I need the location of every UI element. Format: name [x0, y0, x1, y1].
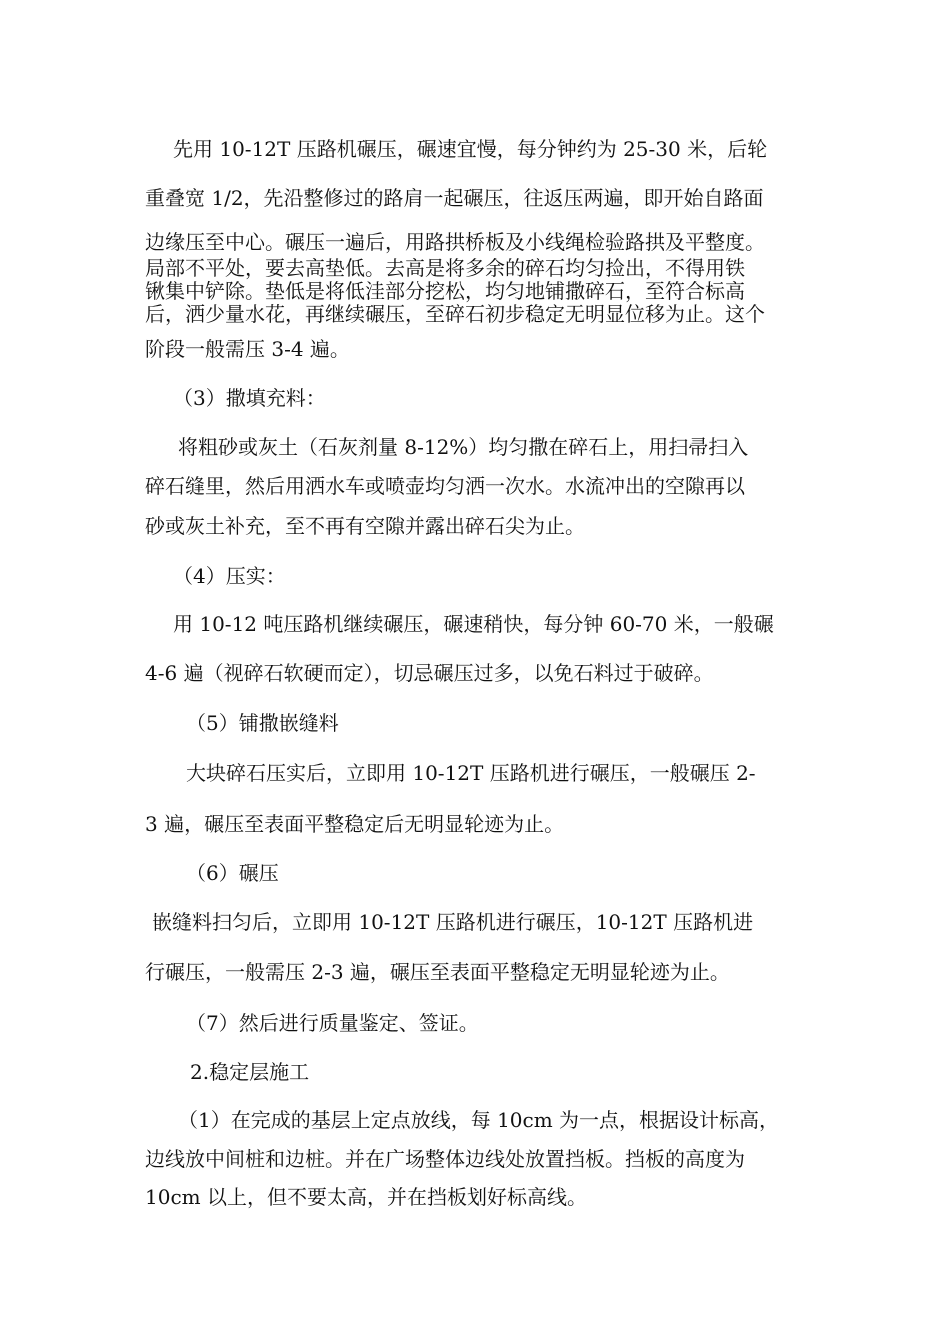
text-line: 后，洒少量水花，再继续碾压，至碎石初步稳定无明显位移为止。这个 — [145, 302, 765, 326]
text-line: 碎石缝里，然后用洒水车或喷壶均匀洒一次水。水流冲出的空隙再以 — [145, 474, 745, 498]
text-line: 先用 10-12T 压路机碾压，碾速宜慢，每分钟约为 25-30 米，后轮 — [173, 137, 768, 161]
text-line: 重叠宽 1/2，先沿整修过的路肩一起碾压，往返压两遍，即开始自路面 — [145, 186, 764, 210]
text-line: 用 10-12 吨压路机继续碾压，碾速稍快，每分钟 60-70 米，一般碾 — [173, 612, 774, 636]
text-line: 行碾压，一般需压 2-3 遍，碾压至表面平整稳定无明显轮迹为止。 — [145, 960, 730, 984]
section-heading: （6）碾压 — [186, 861, 279, 885]
text-line: 边线放中间桩和边桩。并在广场整体边线处放置挡板。挡板的高度为 — [145, 1147, 745, 1171]
text-line: 阶段一般需压 3-4 遍。 — [145, 337, 350, 361]
section-heading: （3）撒填充料： — [173, 386, 326, 410]
section-heading: 2.稳定层施工 — [190, 1060, 310, 1084]
text-line: （1）在完成的基层上定点放线，每 10cm 为一点，根据设计标高， — [178, 1108, 780, 1132]
text-line: 局部不平处，要去高垫低。去高是将多余的碎石均匀捡出，不得用铁 — [145, 256, 745, 280]
text-line: 锹集中铲除。垫低是将低洼部分挖松，均匀地铺撒碎石，至符合标高 — [145, 279, 745, 303]
section-heading: （5）铺撒嵌缝料 — [186, 711, 339, 735]
text-line: 砂或灰土补充，至不再有空隙并露出碎石尖为止。 — [145, 514, 585, 538]
text-line: 3 遍，碾压至表面平整稳定后无明显轮迹为止。 — [145, 812, 565, 836]
text-line: 嵌缝料扫匀后，立即用 10-12T 压路机进行碾压，10-12T 压路机进 — [152, 910, 754, 934]
text-line: 大块碎石压实后，立即用 10-12T 压路机进行碾压，一般碾压 2- — [186, 761, 756, 785]
text-line: 4-6 遍（视碎石软硬而定），切忌碾压过多，以免石料过于破碎。 — [145, 661, 714, 685]
text-line: 将粗砂或灰土（石灰剂量 8-12%）均匀撒在碎石上，用扫帚扫入 — [178, 435, 749, 459]
section-heading: （4）压实： — [173, 564, 286, 588]
text-line: 10cm 以上，但不要太高，并在挡板划好标高线。 — [145, 1185, 587, 1209]
text-line: 边缘压至中心。碾压一遍后，用路拱桥板及小线绳检验路拱及平整度。 — [145, 230, 765, 254]
section-heading: （7）然后进行质量鉴定、签证。 — [186, 1011, 479, 1035]
